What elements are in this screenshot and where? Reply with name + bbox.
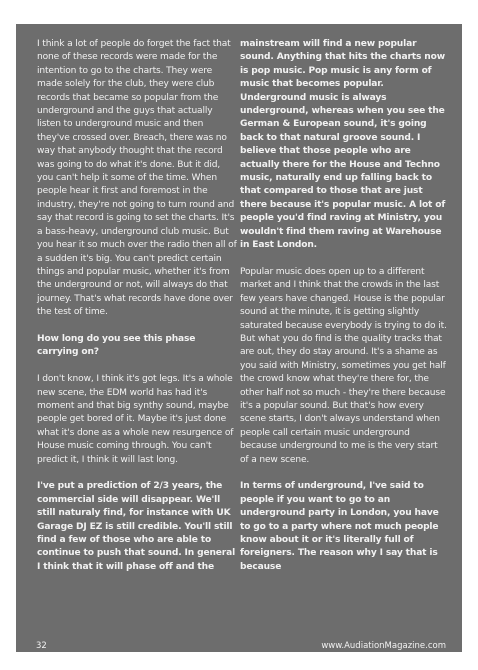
page-number: 32 bbox=[36, 641, 47, 651]
page-footer bbox=[16, 640, 462, 652]
left-column bbox=[37, 38, 238, 588]
question-heading: How long do you see this phase carrying on? bbox=[37, 333, 196, 358]
interviewer-paragraph: mainstream will find a new popular sound. Anything that hits the charts now is pop music. Pop music is any form of music that becomes popular. Underground music is always underground, whereas when you see the German & European sound, it's going back to that natural groove sound. I believe that those people who are actually there for the House and Techno music, naturally end up falling back to that compared to those that are just there because it's popular music. A lot of people you'd find raving at Ministry, you wouldn't find them raving at Warehouse in East London. bbox=[240, 39, 446, 251]
answer-paragraph: I don't know, I think it's got legs. It's a whole new scene, the EDM world has had it's moment and that big synthy sound, maybe people get bored of it. Maybe it's just done what it's done as a whole new resurgence of House music coming through. You can't predict it, I think it will last long. bbox=[37, 374, 234, 465]
answer-paragraph: I think a lot of people do forget the fact that none of these records were made for the intention to go to the charts. They were made solely for the club, they were club records that became so popular from the underground and the guys that actually listen to underground music and then they've crossed over. Breach, there was no way that anybody thought that the record was going to do what it's done. But it did, you can't help it some of the time. When people hear it first and foremost in the industry, they're not going to turn round and say that record is going to set the charts. It's a bass-heavy, underground club music. But you hear it so much over the radio then all of a sudden it's big. You can't predict certain things and popular music, whether it's from the underground or not, will always do that journey. That's what records have done over the test of time. bbox=[37, 39, 237, 318]
answer-paragraph: Popular music does open up to a different market and I think that the crowds in the last few years have changed. House is the popular sound at the minute, it is getting slightly saturated because everybody is trying to do it. But what you do find is the quality tracks that are out, they do stay around. It's a shame as you said with Ministry, sometimes you get half the crowd know what they're there for, the other half not so much - they're there because it's a popular sound. But that's how every scene starts, I don't always understand when people call certain music underground because underground to me is the very start of a new scene. bbox=[240, 266, 447, 465]
article-panel bbox=[16, 24, 462, 652]
right-column bbox=[240, 38, 448, 588]
interviewer-paragraph: In terms of underground, I've said to people if you want to go to an underground party in London, you have to go to a party where not much people know about it or it's literally full of foreigners. The reason why I say that is because bbox=[240, 481, 439, 572]
interviewer-paragraph: I've put a prediction of 2/3 years, the commercial side will disappear. We'll still naturaly find, for instance with UK Garage DJ EZ is still credible. You'll still find a few of those who are able to continue to push that sound. In general I think that it will phase off and the bbox=[37, 481, 236, 572]
website-link[interactable]: www.AudiationMagazine.com bbox=[321, 641, 446, 651]
